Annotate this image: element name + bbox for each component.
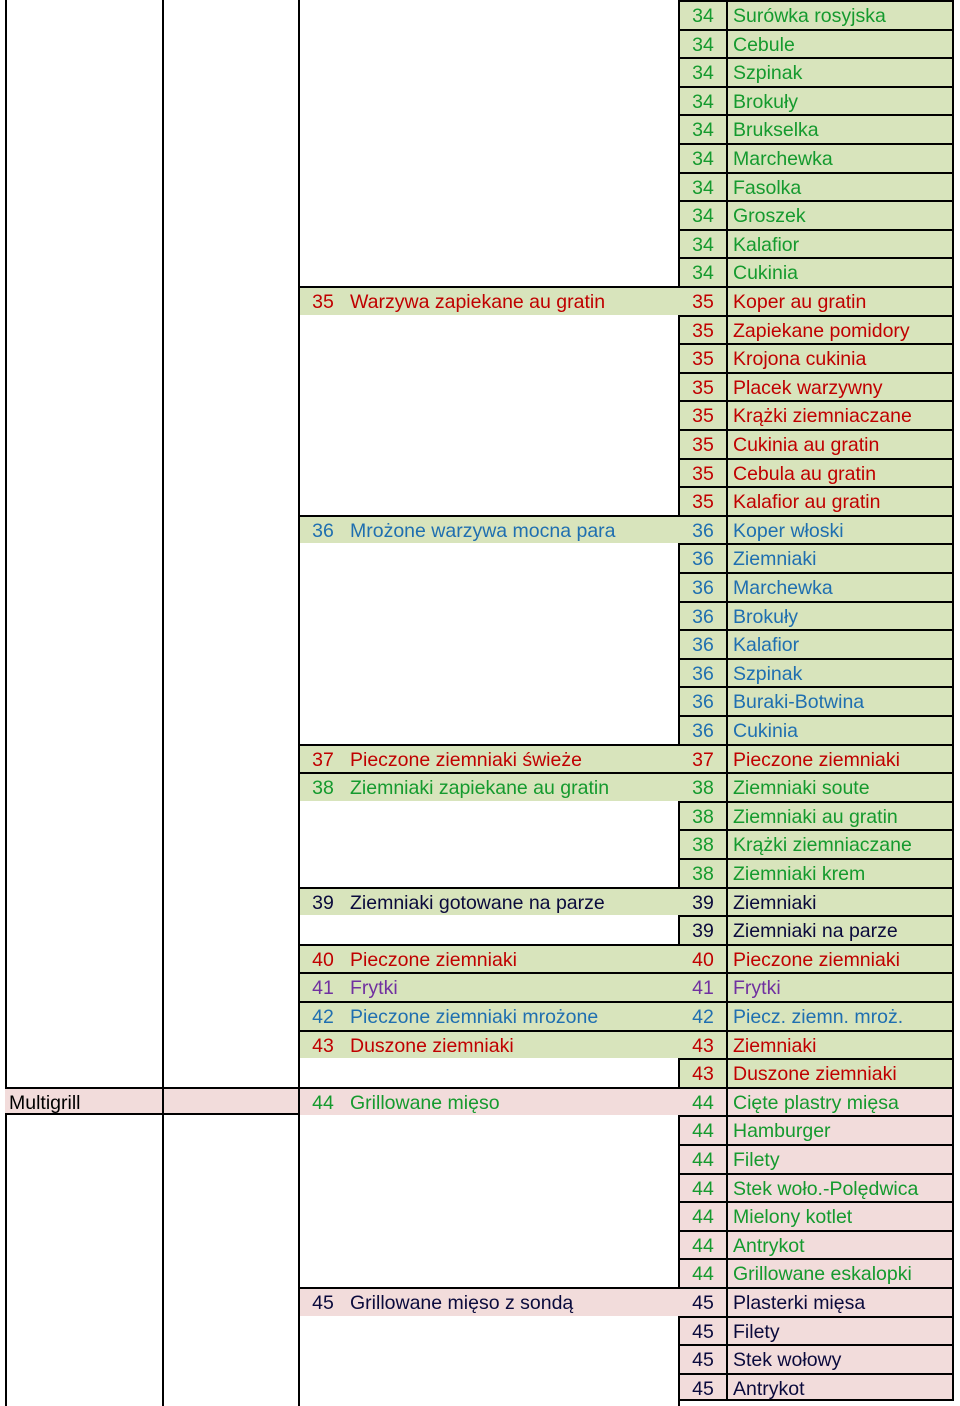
subprogram-name: Krojona cukinia [726,343,954,372]
subprogram-name: Stek wołowy [726,1344,954,1373]
table-row [0,1201,960,1230]
subprogram-name: Groszek [726,200,954,229]
table-row [0,1258,960,1287]
subprogram-name: Cukinia [726,715,954,744]
table-row [0,229,960,258]
program-number: 35 [300,286,346,315]
subprogram-name: Ziemniaki na parze [726,915,954,944]
subprogram-name: Cebule [726,29,954,58]
subprogram-name: Ziemniaki krem [726,858,954,887]
table-row [0,429,960,458]
program-name: Ziemniaki gotowane na parze [346,887,680,916]
subprogram-number: 38 [680,858,726,887]
subprogram-number: 34 [680,114,726,143]
subprogram-name: Placek warzywny [726,372,954,401]
subprogram-number: 34 [680,57,726,86]
table-row [0,143,960,172]
subprogram-number: 45 [680,1287,726,1316]
table-row [0,458,960,487]
table-row [0,400,960,429]
program-number: 38 [300,772,346,801]
subprogram-name: Szpinak [726,57,954,86]
subprogram-number: 35 [680,372,726,401]
subprogram-number: 36 [680,658,726,687]
table-row [0,1373,960,1402]
program-name: Pieczone ziemniaki [346,944,680,973]
subprogram-name: Zapiekane pomidory [726,315,954,344]
subprogram-name: Buraki-Botwina [726,686,954,715]
subprogram-name: Koper au gratin [726,286,954,315]
subprogram-number: 39 [680,887,726,916]
table-row [0,315,960,344]
subprogram-name: Plasterki mięsa [726,1287,954,1316]
subprogram-number: 34 [680,200,726,229]
subprogram-number: 43 [680,1058,726,1087]
subprogram-name: Piecz. ziemn. mroż. [726,1001,954,1030]
table-row [0,829,960,858]
subprogram-number: 35 [680,315,726,344]
table-row [0,1316,960,1345]
subprogram-name: Marchewka [726,572,954,601]
subprogram-number: 41 [680,972,726,1001]
subprogram-name: Ziemniaki [726,543,954,572]
subprogram-number: 36 [680,629,726,658]
subprogram-name: Cięte plastry mięsa [726,1087,954,1116]
table-row [0,1287,960,1316]
table-row [0,114,960,143]
subprogram-number: 35 [680,286,726,315]
subprogram-name: Cukinia au gratin [726,429,954,458]
program-name: Grillowane mięso z sondą [346,1287,680,1316]
subprogram-number: 38 [680,772,726,801]
subprogram-name: Brokuły [726,86,954,115]
subprogram-name: Hamburger [726,1115,954,1144]
program-name: Warzywa zapiekane au gratin [346,286,680,315]
table-row [0,86,960,115]
table-row [0,0,960,29]
subprogram-number: 44 [680,1173,726,1202]
category-label: Multigrill [5,1087,162,1116]
table-row [0,658,960,687]
subprogram-name: Stek woło.-Polędwica [726,1173,954,1202]
program-number: 37 [300,744,346,773]
subprogram-number: 36 [680,601,726,630]
subprogram-number: 40 [680,944,726,973]
table-row [0,944,960,973]
subprogram-name: Cebula au gratin [726,458,954,487]
subprogram-number: 42 [680,1001,726,1030]
subprogram-number: 34 [680,29,726,58]
program-number: 43 [300,1030,346,1059]
program-name: Grillowane mięso [346,1087,680,1116]
table-row [0,372,960,401]
program-name: Pieczone ziemniaki mrożone [346,1001,680,1030]
subprogram-name: Filety [726,1144,954,1173]
subprogram-name: Koper włoski [726,515,954,544]
table-row [0,744,960,773]
subprogram-name: Antrykot [726,1230,954,1259]
subprogram-number: 36 [680,543,726,572]
category-gap [164,1087,298,1116]
table-row [0,572,960,601]
program-name: Mrożone warzywa mocna para [346,515,680,544]
program-name: Pieczone ziemniaki świeże [346,744,680,773]
subprogram-number: 35 [680,343,726,372]
program-name: Ziemniaki zapiekane au gratin [346,772,680,801]
subprogram-name: Kalafior [726,229,954,258]
subprogram-number: 44 [680,1115,726,1144]
program-number: 41 [300,972,346,1001]
table-row [0,629,960,658]
subprogram-name: Ziemniaki [726,887,954,916]
table-row [0,257,960,286]
subprogram-name: Grillowane eskalopki [726,1258,954,1287]
subprogram-number: 34 [680,257,726,286]
subprogram-number: 45 [680,1316,726,1345]
table-row [0,1344,960,1373]
subprogram-number: 39 [680,915,726,944]
subprogram-number: 38 [680,801,726,830]
subprogram-number: 38 [680,829,726,858]
program-number: 42 [300,1001,346,1030]
subprogram-number: 36 [680,572,726,601]
subprogram-name: Fasolka [726,172,954,201]
program-name: Frytki [346,972,680,1001]
table-row [0,972,960,1001]
table-row [0,1115,960,1144]
table-row [0,1058,960,1087]
subprogram-name: Kalafior [726,629,954,658]
subprogram-name: Brokuły [726,601,954,630]
subprogram-name: Ziemniaki [726,1030,954,1059]
table-row [0,858,960,887]
table-row [0,29,960,58]
subprogram-name: Cukinia [726,257,954,286]
subprogram-number: 34 [680,143,726,172]
subprogram-number: 36 [680,715,726,744]
subprogram-number: 44 [680,1230,726,1259]
subprogram-name: Ziemniaki soute [726,772,954,801]
subprogram-number: 44 [680,1258,726,1287]
subprogram-number: 35 [680,429,726,458]
program-number: 40 [300,944,346,973]
table-row [0,772,960,801]
subprogram-name: Brukselka [726,114,954,143]
program-name: Duszone ziemniaki [346,1030,680,1059]
subprogram-number: 34 [680,86,726,115]
table-row [0,543,960,572]
table-row [0,915,960,944]
table-row [0,1030,960,1059]
table-row [0,801,960,830]
table-row [0,57,960,86]
subprogram-name: Antrykot [726,1373,954,1402]
table-row [0,1087,960,1116]
subprogram-number: 35 [680,400,726,429]
table-row [0,200,960,229]
table-row [0,286,960,315]
subprogram-name: Marchewka [726,143,954,172]
subprogram-name: Frytki [726,972,954,1001]
subprogram-name: Szpinak [726,658,954,687]
table-row [0,715,960,744]
table-row [0,486,960,515]
subprogram-number: 45 [680,1373,726,1402]
subprogram-name: Filety [726,1316,954,1345]
subprogram-number: 34 [680,0,726,29]
program-number: 44 [300,1087,346,1116]
subprogram-number: 44 [680,1201,726,1230]
subprogram-name: Surówka rosyjska [726,0,954,29]
table-row [0,887,960,916]
subprogram-number: 44 [680,1087,726,1116]
program-number: 36 [300,515,346,544]
subprogram-number: 35 [680,486,726,515]
subprogram-name: Pieczone ziemniaki [726,944,954,973]
subprogram-number: 37 [680,744,726,773]
subprogram-number: 36 [680,515,726,544]
table-row [0,1144,960,1173]
table-row [0,686,960,715]
subprogram-name: Pieczone ziemniaki [726,744,954,773]
program-number: 39 [300,887,346,916]
subprogram-name: Duszone ziemniaki [726,1058,954,1087]
subprogram-number: 34 [680,172,726,201]
table-row [0,515,960,544]
table-row [0,1173,960,1202]
subprogram-number: 44 [680,1144,726,1173]
subprogram-name: Krążki ziemniaczane [726,400,954,429]
table-row [0,343,960,372]
table-row [0,601,960,630]
subprogram-name: Kalafior au gratin [726,486,954,515]
table-row [0,172,960,201]
subprogram-number: 34 [680,229,726,258]
subprogram-number: 36 [680,686,726,715]
subprogram-name: Ziemniaki au gratin [726,801,954,830]
subprogram-name: Krążki ziemniaczane [726,829,954,858]
table-row [0,1001,960,1030]
subprogram-number: 43 [680,1030,726,1059]
program-number: 45 [300,1287,346,1316]
subprogram-number: 35 [680,458,726,487]
table-row [0,1230,960,1259]
subprogram-name: Mielony kotlet [726,1201,954,1230]
subprogram-number: 45 [680,1344,726,1373]
